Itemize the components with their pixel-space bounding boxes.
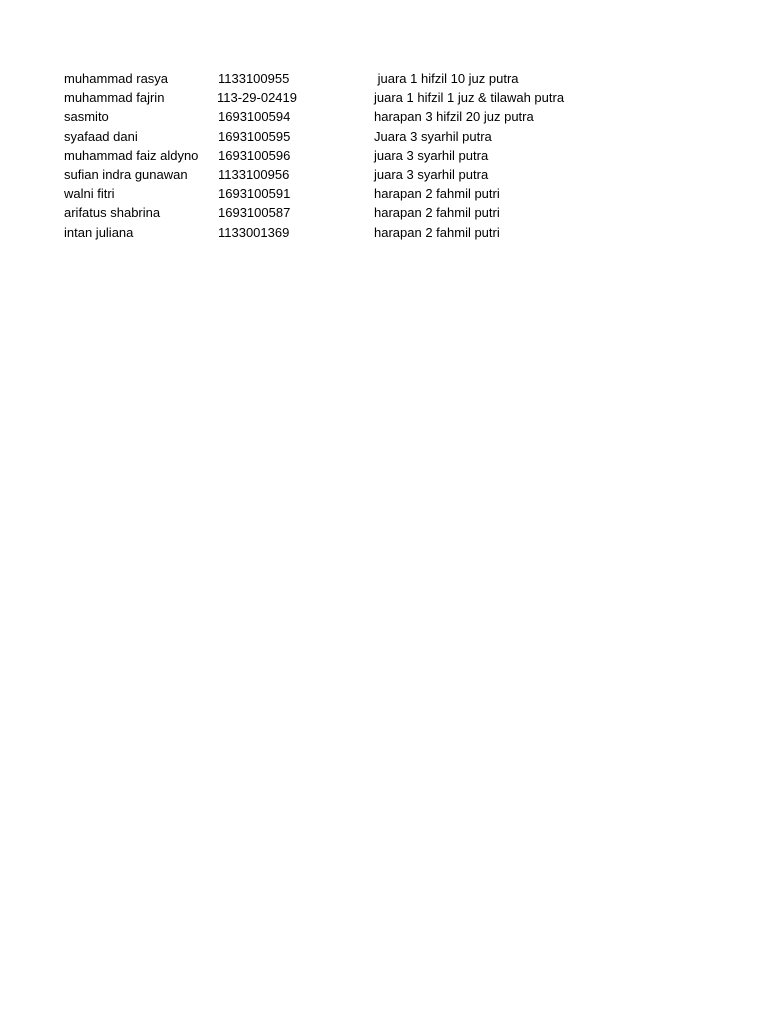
participant-list (64, 69, 724, 242)
participant-id: 1693100587 (218, 205, 291, 221)
participant-id: 1693100596 (218, 147, 291, 163)
participant-name: muhammad faiz aldyno (64, 147, 199, 163)
participant-name: walni fitri (64, 186, 115, 202)
list-item (64, 127, 724, 146)
participant-award: juara 1 hifzil 1 juz & tilawah putra (374, 90, 565, 106)
list-item (64, 88, 724, 107)
list-item (64, 223, 724, 242)
participant-name: muhammad rasya (64, 71, 169, 86)
list-item (64, 146, 724, 165)
participant-award: harapan 3 hifzil 20 juz putra (374, 109, 534, 125)
participant-name: sufian indra gunawan (64, 166, 188, 182)
participant-award: juara 3 syarhil putra (374, 166, 489, 182)
list-item (64, 203, 724, 222)
list-item (64, 184, 724, 203)
participant-id: 1693100591 (218, 186, 291, 202)
participant-id: 1133100955 (218, 71, 290, 86)
participant-name: arifatus shabrina (64, 205, 161, 221)
participant-name: syafaad dani (64, 128, 138, 144)
list-item (64, 165, 724, 184)
participant-id: 1133001369 (218, 224, 290, 240)
participant-award: harapan 2 fahmil putri (374, 224, 500, 240)
participant-award: juara 3 syarhil putra (374, 147, 489, 163)
participant-name: intan juliana (64, 224, 134, 240)
participant-award: juara 1 hifzil 10 juz putra (374, 71, 519, 86)
participant-name: muhammad fajrin (64, 90, 165, 106)
participant-name: sasmito (64, 109, 109, 125)
participant-id: 1693100594 (218, 109, 291, 125)
participant-award: harapan 2 fahmil putri (374, 186, 500, 202)
list-item (64, 107, 724, 126)
participant-award: harapan 2 fahmil putri (374, 205, 500, 221)
participant-id: 1133100956 (218, 166, 290, 182)
participant-award: Juara 3 syarhil putra (374, 128, 492, 144)
list-item (64, 69, 724, 88)
participant-id: 1693100595 (218, 128, 291, 144)
participant-id: 113-29-02419 (217, 90, 297, 106)
